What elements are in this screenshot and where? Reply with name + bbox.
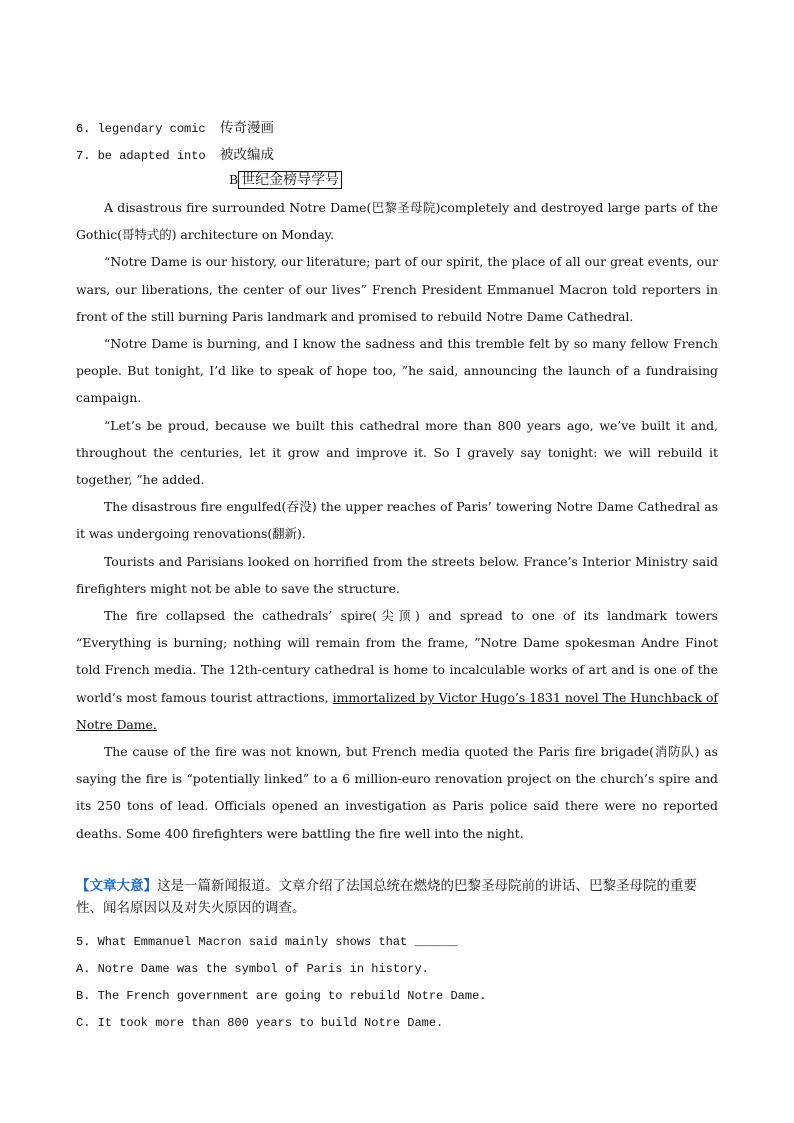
article-summary: [76, 875, 718, 919]
vocab-number: 6.: [76, 122, 91, 136]
vocab-english: be adapted into: [97, 149, 206, 163]
option-c: C. It took more than 800 years to build Notre Dame.: [76, 1016, 444, 1030]
paragraph-6: Tourists and Parisians looked on horrified from the streets below. France’s Interior Ministry said firefighters might not be able to save the structure.: [76, 553, 718, 596]
section-tag-box: 世纪金榜导学号: [238, 171, 342, 189]
summary-tag: 【文章大意】: [76, 878, 157, 894]
paragraph-3: “Notre Dame is burning, and I know the sadness and this tremble felt by so many fellow French people. But tonight, I’d like to speak of hope too, ”he said, announcing the launch of a fundraising campaign.: [76, 336, 718, 406]
vocab-english: legendary comic: [97, 122, 206, 136]
vocab-item-6: [76, 116, 274, 136]
vocab-item-7: [76, 143, 274, 163]
paragraph-7: [76, 602, 718, 738]
paragraph-7-text: The fire collapsed the cathedrals’ spire(尖顶) and spread to one of its landmark towers “Everything is burning; nothing will remain from the frame, ”Notre Dame spokesman Andre Finot told French media. The 12th-century cathedral is home to incalculable works of art and is one of the world’s most famous tourist attractions,: [76, 608, 718, 705]
option-a: A. Notre Dame was the symbol of Paris in history.: [76, 962, 429, 976]
question-stem: 5. What Emmanuel Macron said mainly shows that ______: [76, 935, 458, 949]
paragraph-2: “Notre Dame is our history, our literature; part of our spirit, the place of all our great events, our wars, our liberations, the center of our lives” French President Emmanuel Macron told reporters in front of the still burning Paris landmark and promised to rebuild Notre Dame Cathedral.: [76, 254, 718, 324]
section-letter: B: [229, 172, 239, 187]
underlined-phrase: immortalized by Victor Hugo’s 1831 novel The Hunchback of Notre Dame.: [76, 689, 718, 732]
summary-text: 这是一篇新闻报道。文章介绍了法国总统在燃烧的巴黎圣母院前的讲话、巴黎圣母院的重要性、闻名原因以及对失火原因的调查。: [76, 878, 697, 916]
vocab-number: 7.: [76, 149, 91, 163]
paragraph-5: The disastrous fire engulfed(吞没) the upper reaches of Paris’ towering Notre Dame Cathedral as it was undergoing renovations(翻新).: [76, 499, 718, 542]
paragraph-4: “Let’s be proud, because we built this cathedral more than 800 years ago, we’ve built it and, throughout the centuries, let it grow and improve it. So I gravely say tonight: we will rebuild it together, ”he added.: [76, 417, 718, 488]
section-heading: [229, 169, 342, 189]
paragraph-1: A disastrous fire surrounded Notre Dame(巴黎圣母院)completely and destroyed large parts of the Gothic(哥特式的) architecture on Monday.: [76, 200, 718, 243]
paragraph-8: The cause of the fire was not known, but French media quoted the Paris fire brigade(消防队) as saying the fire is “potentially linked” to a 6 million-euro renovation project on the church’s spire and its 250 tons of lead. Officials opened an investigation as Paris police said there were no reported deaths. Some 400 firefighters were battling the fire well into the night.: [76, 744, 718, 841]
vocab-chinese: 传奇漫画: [220, 120, 275, 136]
option-b: B. The French government are going to rebuild Notre Dame.: [76, 989, 487, 1003]
article-body: [76, 194, 718, 847]
vocab-chinese: 被改编成: [220, 147, 275, 163]
